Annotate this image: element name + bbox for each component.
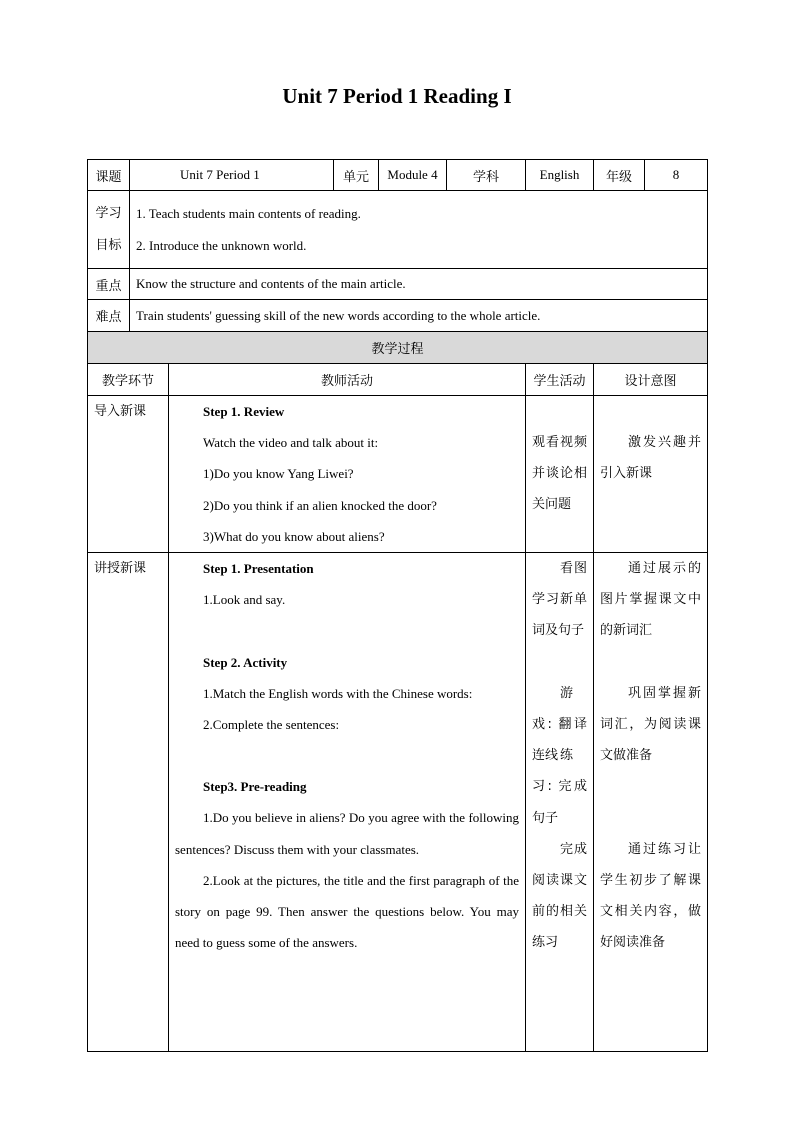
intro-row (88, 396, 708, 553)
info-row (88, 160, 708, 191)
teach-step3-title: Step3. Pre-reading (203, 779, 307, 795)
topic-value: Unit 7 Period 1 (130, 160, 334, 191)
objectives-content (130, 191, 708, 269)
difficulty-row (88, 300, 708, 332)
intro-student-text: 观看视频并谈论相关问题 (532, 435, 587, 513)
unit-label: 单元 (334, 160, 379, 191)
grade-label: 年级 (594, 160, 645, 191)
teach-step2-line2: 2.Complete the sentences: (203, 716, 340, 732)
teach-student-4: 完成阅读课文前的相关练习 (532, 841, 587, 951)
teach-row (88, 552, 708, 1051)
key-point-text: Know the structure and contents of the main article. (130, 269, 708, 300)
teach-design-2: 巩固掌握新词汇，为阅读课文做准备 (600, 685, 701, 764)
objective-item-1: 1. Teach students main contents of reading. (136, 206, 361, 222)
teach-student-1: 看图学习新单词及句子 (532, 560, 587, 639)
teach-design-1: 通过展示的图片掌握课文中的新词汇 (600, 560, 701, 639)
intro-line-4: 3)What do you know about aliens? (203, 528, 385, 544)
spacer (175, 615, 519, 646)
teach-step1-line1: 1.Look and say. (203, 592, 286, 608)
col-design-header: 设计意图 (594, 364, 708, 396)
intro-teacher-activity (169, 396, 526, 553)
column-header-row (88, 364, 708, 396)
teach-teacher-activity (169, 552, 526, 1051)
difficulty-text: Train students' guessing skill of the new words according to the whole article. (130, 300, 708, 332)
key-point-row (88, 269, 708, 300)
subject-value: English (526, 160, 594, 191)
page-title: Unit 7 Period 1 Reading I (282, 84, 512, 108)
unit-value: Module 4 (379, 160, 447, 191)
process-header-row (88, 332, 708, 364)
teach-student-activity (526, 552, 594, 1051)
process-header: 教学过程 (88, 332, 708, 364)
objectives-label-line-2: 目标 (95, 237, 122, 253)
teach-stage (88, 552, 169, 1051)
teach-stage-label: 讲授新课 (94, 560, 147, 576)
objectives-row (88, 191, 708, 269)
col-student-header: 学生活动 (526, 364, 594, 396)
teach-step2-title: Step 2. Activity (203, 654, 288, 670)
intro-stage-label: 导入新课 (94, 404, 147, 419)
grade-value: 8 (645, 160, 708, 191)
spacer (600, 647, 701, 678)
teach-step3-para1: 1.Do you believe in aliens? Do you agree with the following sentences? Discuss them with your classmates. (175, 810, 519, 857)
intro-line-1: Watch the video and talk about it: (203, 435, 379, 451)
objectives-label (88, 191, 130, 269)
col-teacher-header: 教师活动 (169, 364, 526, 396)
objectives-label-line-1: 学习 (95, 206, 122, 222)
spacer (532, 647, 587, 678)
intro-stage (88, 396, 169, 553)
teach-step2-line1: 1.Match the English words with the Chinese words: (203, 685, 473, 701)
intro-step-title: Step 1. Review (203, 404, 285, 419)
intro-line-2: 1)Do you know Yang Liwei? (203, 466, 354, 482)
spacer (175, 740, 519, 771)
teach-step3-para2: 2.Look at the pictures, the title and the first paragraph of the story on page 99. Then answer the questions below. You may need to guess some of the answers. (175, 872, 519, 951)
teach-student-3: 练习: 完成句子 (532, 748, 587, 826)
teach-design-intent (594, 552, 708, 1051)
topic-label: 课题 (88, 160, 130, 191)
teach-student-2: 游戏: 翻译连线 (532, 685, 587, 764)
objective-item-2: 2. Introduce the unknown world. (136, 237, 307, 253)
teach-step1-title: Step 1. Presentation (203, 560, 314, 576)
subject-label: 学科 (447, 160, 526, 191)
intro-design-text: 激发兴趣并引入新课 (600, 435, 701, 482)
teach-design-3: 通过练习让学生初步了解课文相关内容，做好阅读准备 (600, 841, 701, 951)
intro-student-activity (526, 396, 594, 553)
intro-design-intent (594, 396, 708, 553)
difficulty-label: 难点 (88, 300, 130, 332)
col-stage-header: 教学环节 (88, 364, 169, 396)
key-point-label: 重点 (88, 269, 130, 300)
intro-line-3: 2)Do you think if an alien knocked the door? (203, 497, 437, 513)
lesson-plan-table (87, 159, 708, 1052)
